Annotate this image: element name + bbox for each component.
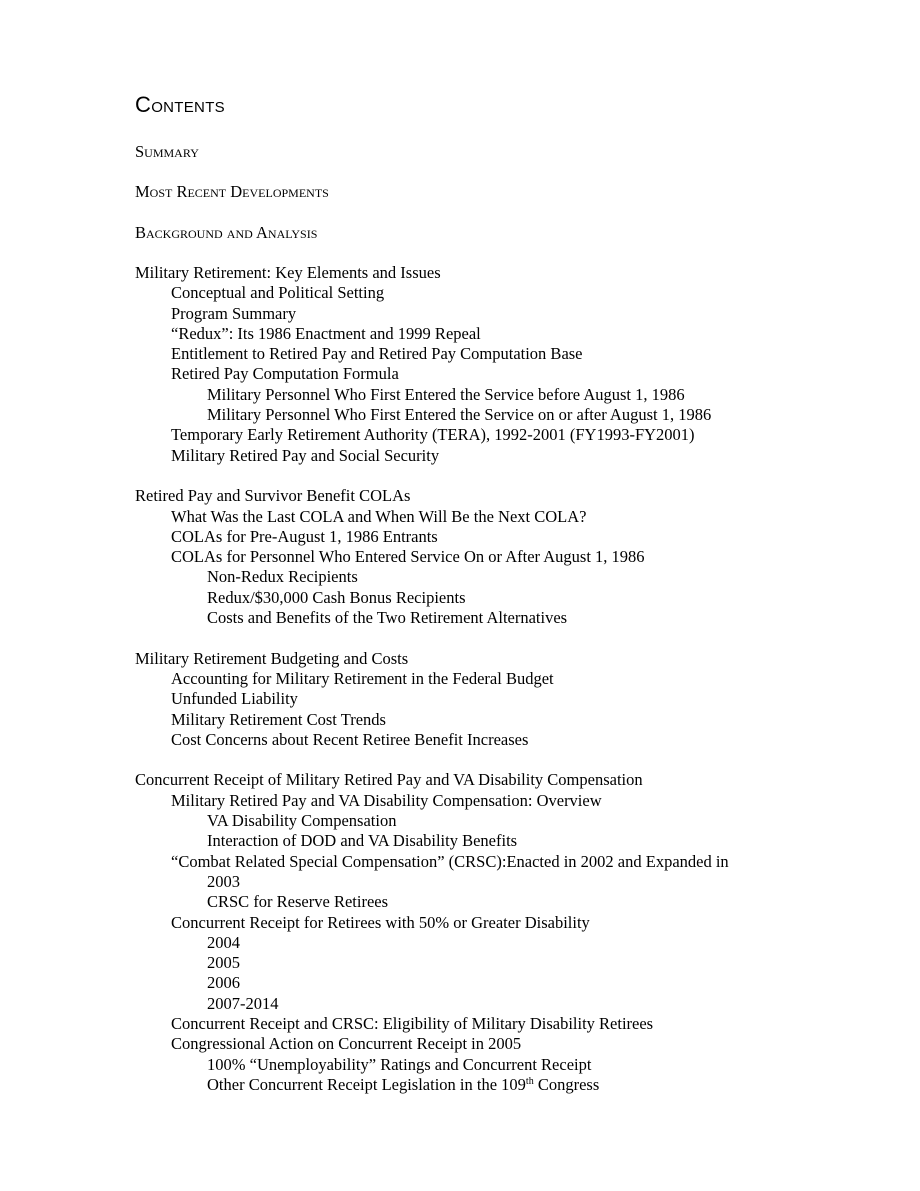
toc-section-heading[interactable]: Military Retirement Budgeting and Costs [135, 648, 409, 668]
toc-heading-background[interactable]: Background and Analysis [135, 223, 318, 242]
toc-subentry[interactable]: Military Personnel Who First Entered the Service on or after August 1, 1986 [207, 405, 712, 425]
toc-subentry-text: Other Concurrent Receipt Legislation in the 109 [207, 1074, 526, 1094]
toc-subentry[interactable]: 100% “Unemployability” Ratings and Concurrent Receipt [207, 1054, 592, 1074]
toc-subentry[interactable]: Redux/$30,000 Cash Bonus Recipients [207, 587, 466, 607]
toc-subentry[interactable]: 2006 [207, 973, 240, 993]
section-spacer [135, 466, 855, 486]
toc-entry[interactable]: “Redux”: Its 1986 Enactment and 1999 Repeal [171, 323, 481, 343]
toc-entry[interactable]: Temporary Early Retirement Authority (TERA), 1992-2001 (FY1993-FY2001) [171, 425, 695, 445]
page-title: Contents [135, 92, 225, 117]
toc-section-heading[interactable]: Retired Pay and Survivor Benefit COLAs [135, 486, 411, 506]
toc-entry[interactable]: Accounting for Military Retirement in the Federal Budget [171, 668, 554, 688]
toc-entry[interactable]: Conceptual and Political Setting [171, 283, 385, 303]
toc-entry[interactable]: What Was the Last COLA and When Will Be the Next COLA? [171, 506, 587, 526]
toc-entry[interactable]: Military Retirement Cost Trends [171, 709, 386, 729]
toc-subentry[interactable]: 2005 [207, 953, 240, 973]
ordinal-suffix: th [525, 1075, 534, 1087]
toc-entry-crsc-continued[interactable]: 2003 [207, 871, 240, 891]
section-spacer [135, 628, 855, 648]
toc-entry-crsc[interactable]: “Combat Related Special Compensation” (CRSC):Enacted in 2002 and Expanded in [171, 851, 729, 871]
toc-subentry[interactable]: Military Personnel Who First Entered the Service before August 1, 1986 [207, 384, 685, 404]
toc-entry[interactable]: Cost Concerns about Recent Retiree Benefit Increases [171, 729, 529, 749]
toc-subentry[interactable]: VA Disability Compensation [207, 811, 397, 831]
toc-subentry-109th-congress[interactable] [135, 1075, 855, 1095]
toc-heading-recent-developments[interactable]: Most Recent Developments [135, 182, 329, 201]
toc-entry[interactable]: Military Retired Pay and VA Disability Compensation: Overview [171, 790, 602, 810]
toc-entry[interactable]: Unfunded Liability [171, 689, 298, 709]
toc-entry[interactable]: Concurrent Receipt for Retirees with 50% or Greater Disability [171, 912, 590, 932]
toc-entry[interactable]: Retired Pay Computation Formula [171, 364, 399, 384]
toc-subentry[interactable]: Interaction of DOD and VA Disability Benefits [207, 831, 518, 851]
toc-section-heading[interactable]: Military Retirement: Key Elements and Issues [135, 263, 441, 282]
toc-subentry-text-end: Congress [537, 1074, 600, 1094]
toc-entry[interactable]: Concurrent Receipt and CRSC: Eligibility of Military Disability Retirees [171, 1013, 654, 1033]
section-spacer [135, 750, 855, 770]
toc-subentry[interactable]: CRSC for Reserve Retirees [207, 892, 389, 912]
toc-entry[interactable]: COLAs for Personnel Who Entered Service On or After August 1, 1986 [171, 547, 645, 567]
toc-entry[interactable]: Program Summary [171, 303, 297, 323]
toc-entry[interactable]: COLAs for Pre-August 1, 1986 Entrants [171, 526, 438, 546]
toc-subentry[interactable]: Costs and Benefits of the Two Retirement Alternatives [207, 608, 568, 628]
toc-subentry[interactable]: 2007-2014 [207, 993, 279, 1013]
toc-entry[interactable]: Entitlement to Retired Pay and Retired Pay Computation Base [171, 344, 583, 364]
toc-section-heading[interactable]: Concurrent Receipt of Military Retired Pay and VA Disability Compensation [135, 770, 643, 790]
toc-subentry[interactable]: Non-Redux Recipients [207, 567, 358, 587]
toc-entry[interactable]: Military Retired Pay and Social Security [171, 445, 440, 465]
toc-subentry[interactable]: 2004 [207, 932, 240, 952]
table-of-contents [135, 263, 855, 1095]
toc-heading-summary[interactable]: Summary [135, 142, 199, 161]
toc-entry[interactable]: Congressional Action on Concurrent Receipt in 2005 [171, 1034, 522, 1054]
